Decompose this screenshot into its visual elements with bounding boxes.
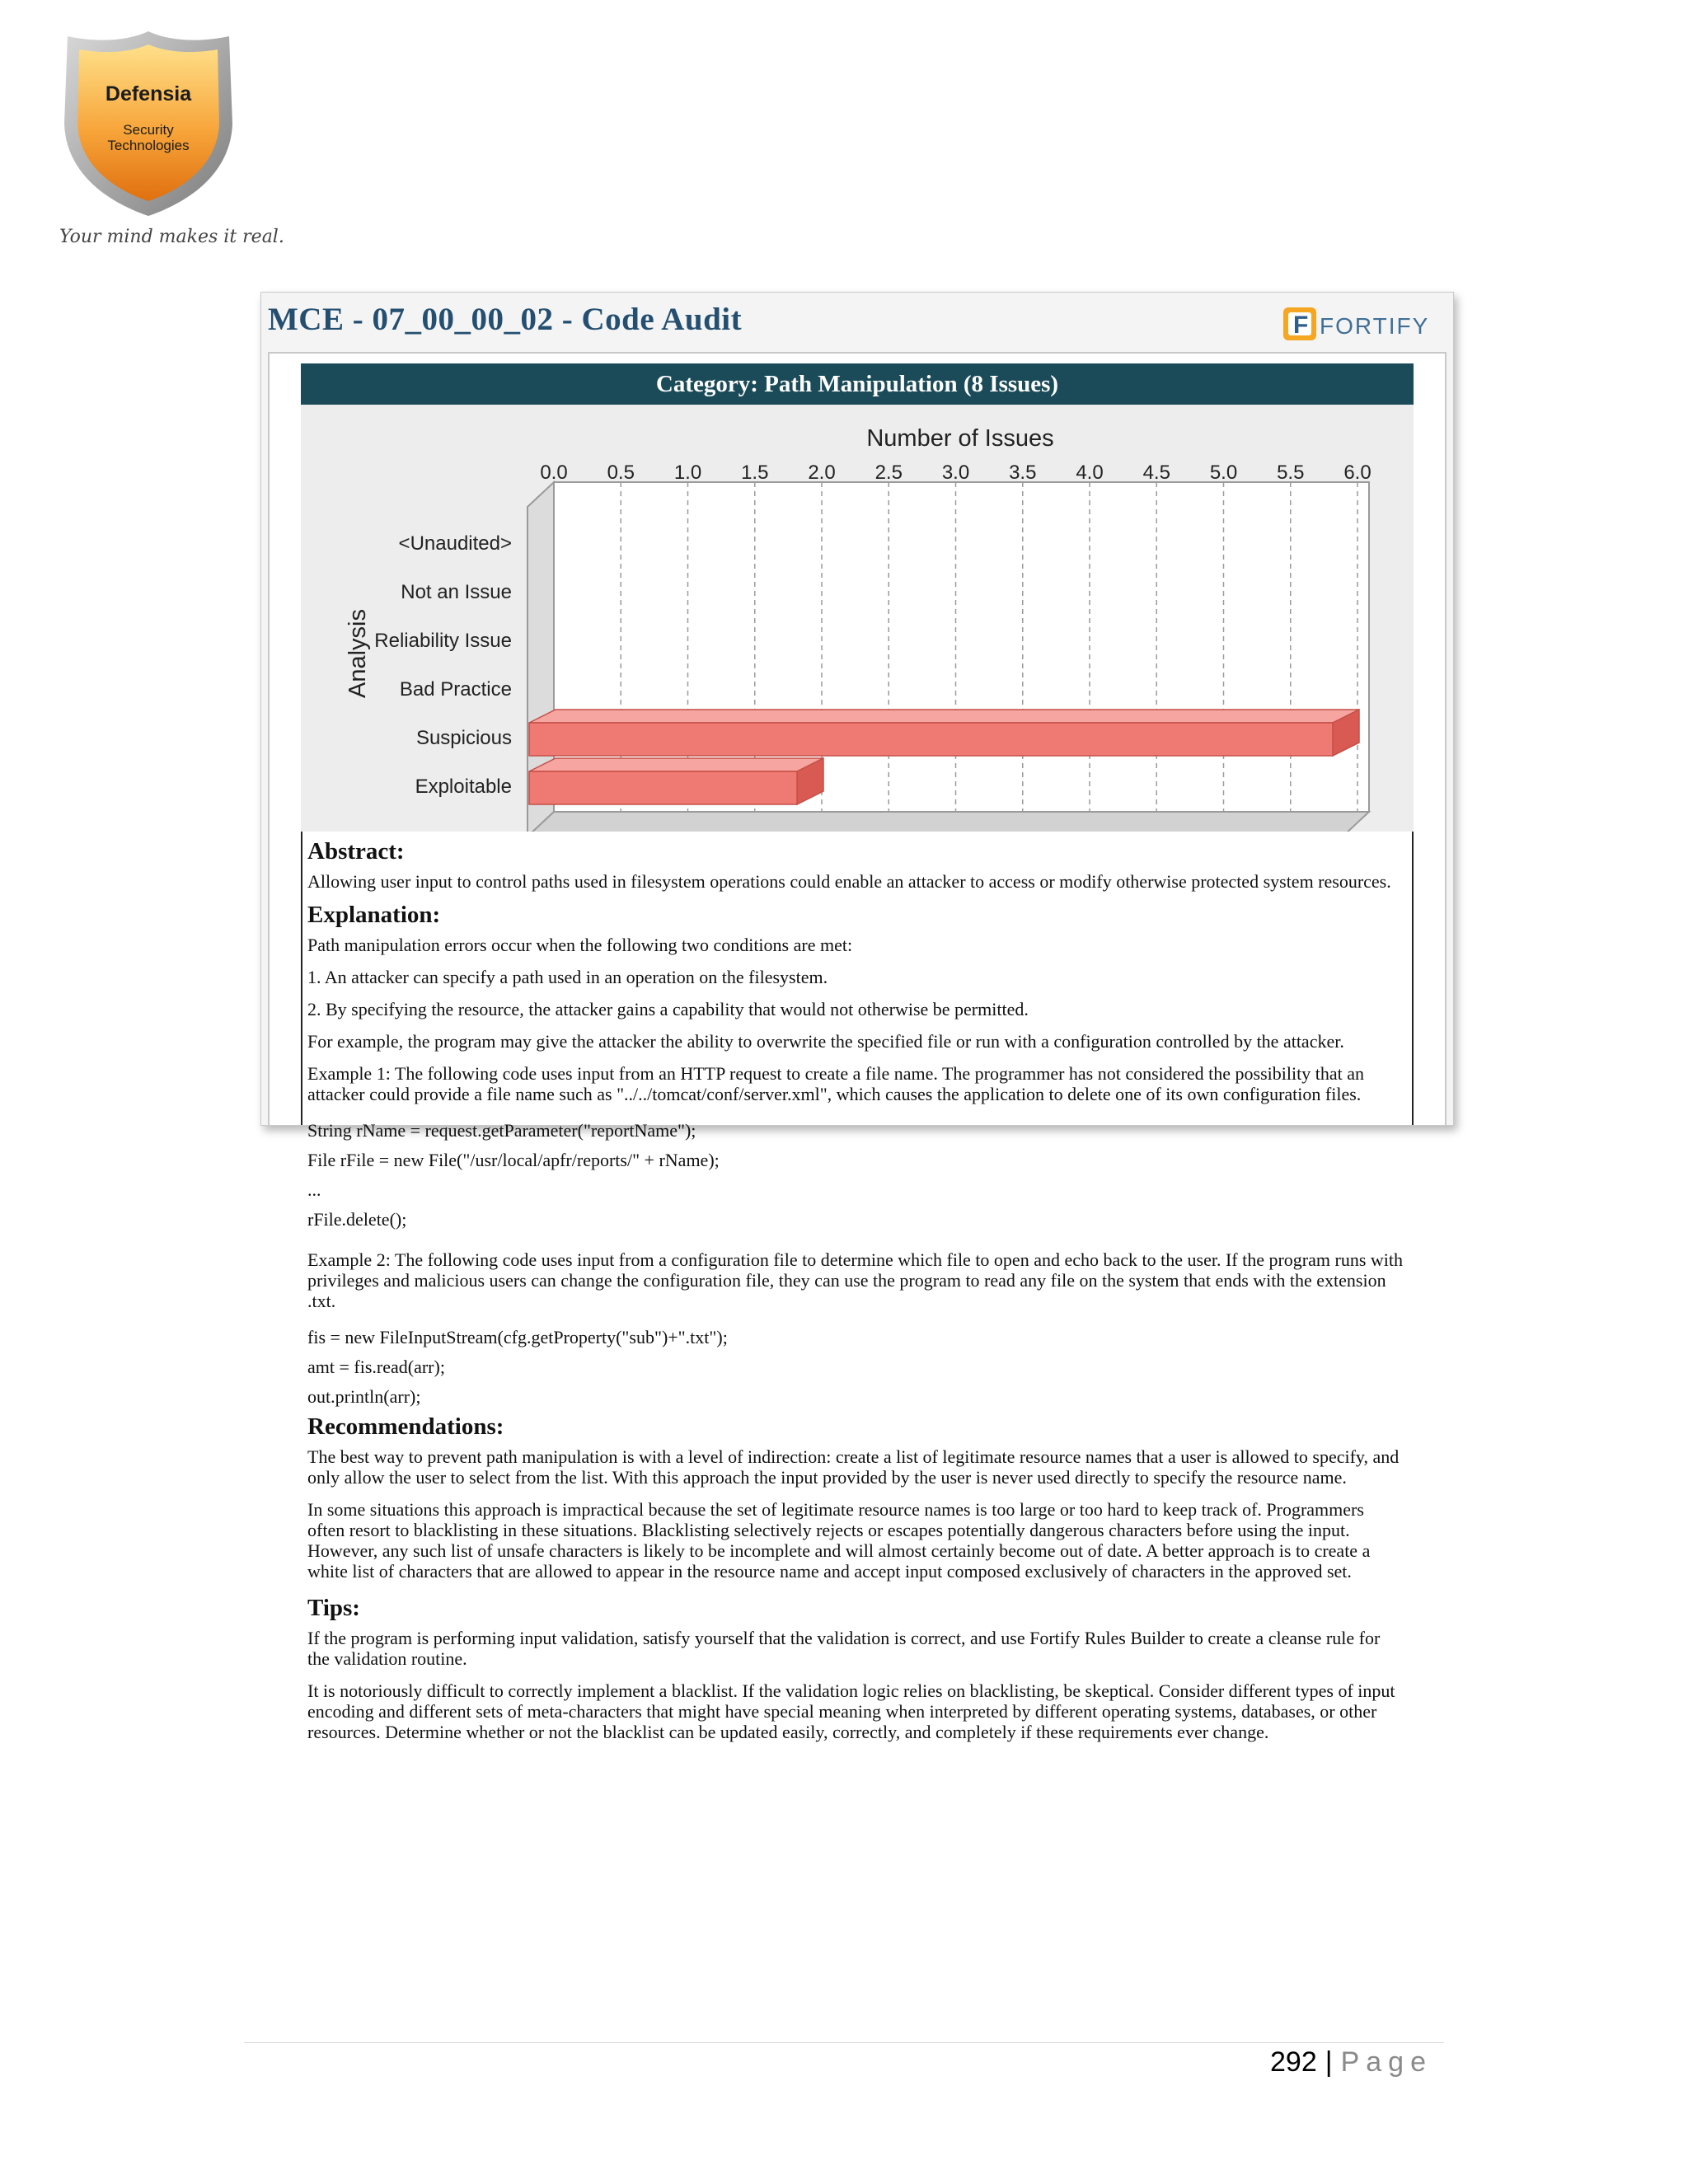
issues-chart-svg <box>301 405 1394 832</box>
x-tick-label: 2.0 <box>808 462 836 484</box>
recommendation-paragraph: The best way to prevent path manipulation is with a level of indirection: create a list of legitimate resource names that a user is allowed to specify, and only allow the user to select from the list. With this approach the input provided by the user is never used directly to specify the resource name. <box>307 1446 1400 1488</box>
category-header: Category: Path Manipulation (8 Issues) <box>301 363 1414 405</box>
example-1-text: Example 1: The following code uses input from an HTTP request to create a file name. The programmer has not considered the possibility that an attacker could provide a file name such as "../../tomcat/conf/server.xml", which causes the application to delete one of its own configuration files. <box>307 1063 1364 1104</box>
x-tick-label: 1.5 <box>741 462 769 484</box>
report-body <box>268 352 1447 1742</box>
category-label: Reliability Issue <box>374 630 512 652</box>
x-tick-label: 6.0 <box>1343 462 1372 484</box>
logo-subtitle <box>49 122 247 153</box>
x-tick-label: 3.0 <box>941 462 970 484</box>
x-tick-label: 0.5 <box>607 462 635 484</box>
page-number-value: 292 <box>1270 2046 1317 2078</box>
fortify-logo-text: FORTIFY <box>1320 313 1430 339</box>
x-tick-label: 4.5 <box>1142 462 1170 484</box>
page-separator: | <box>1325 2046 1333 2078</box>
svg-text:F: F <box>1293 312 1309 339</box>
page-label: Page <box>1340 2046 1432 2078</box>
bar-top <box>529 758 823 771</box>
bar <box>529 723 1333 756</box>
code-line: rFile.delete(); <box>307 1209 407 1230</box>
explanation-paragraph: Path manipulation errors occur when the following two conditions are met: <box>307 935 853 955</box>
company-logo <box>49 25 247 255</box>
y-axis-title: Analysis <box>345 609 371 698</box>
issues-chart <box>301 405 1414 832</box>
code-line: File rFile = new File("/usr/local/apfr/reports/" + rName); <box>307 1150 720 1170</box>
recommendations-heading: Recommendations: <box>307 1413 504 1440</box>
x-tick-label: 4.0 <box>1076 462 1104 484</box>
category-label: Not an Issue <box>401 581 512 603</box>
recommendation-paragraph: In some situations this approach is impractical because the set of legitimate resource names is too large or too hard to keep track of. Programmers often resort to blacklisting in these situations. Blacklisting selectively rejects or escapes potentially dangerous characters before using the input. However, any such list of unsafe characters is likely to be incomplete and will almost certainly become out of date. A better approach is to create a white list of characters that are allowed to appear in the resource name and accept input composed exclusively of characters in the approved set. <box>307 1499 1371 1582</box>
page-number <box>1270 2046 1432 2079</box>
abstract-text: Allowing user input to control paths used in filesystem operations could enable an attacker to access or modify otherwise protected system resources. <box>307 871 1391 892</box>
category-label: Exploitable <box>415 776 512 798</box>
logo-brand-name: Defensia <box>105 82 192 105</box>
x-tick-label: 1.0 <box>673 462 702 484</box>
x-tick-label: 5.5 <box>1277 462 1305 484</box>
report-title: MCE - 07_00_00_02 - Code Audit <box>268 302 743 337</box>
x-tick-label: 0.0 <box>540 462 568 484</box>
issue-details <box>301 832 1414 1742</box>
explanation-heading: Explanation: <box>307 902 441 928</box>
tip-paragraph: If the program is performing input validation, satisfy yourself that the validation is correct, and use Fortify Rules Builder to create a cleanse rule for the validation routine. <box>307 1628 1381 1669</box>
x-tick-label: 3.5 <box>1009 462 1037 484</box>
code-line: out.println(arr); <box>307 1386 421 1407</box>
bar-top <box>529 710 1359 723</box>
code-line: String rName = request.getParameter("reportName"); <box>307 1120 696 1141</box>
category-label: Bad Practice <box>399 678 512 701</box>
code-line: amt = fis.read(arr); <box>307 1357 445 1377</box>
explanation-paragraph: 1. An attacker can specify a path used in an operation on the filesystem. <box>307 967 828 987</box>
fortify-logo <box>1282 302 1438 345</box>
x-tick-label: 2.5 <box>874 462 903 484</box>
code-line: ... <box>307 1179 321 1200</box>
tip-paragraph: It is notoriously difficult to correctly implement a blacklist. If the validation logic relies on blacklisting, be skeptical. Consider different types of input encoding and different sets of meta-characters that might have special meaning when interpreted by different operating systems, databases, or other resources. Determine whether or not the blacklist can be updated easily, correctly, and completely if these requirements ever change. <box>307 1680 1395 1742</box>
report-screenshot <box>260 292 1454 1742</box>
footer-rule <box>244 2042 1444 2043</box>
x-tick-label: 5.0 <box>1209 462 1238 484</box>
chart-title: Number of Issues <box>866 425 1054 452</box>
example-2-text: Example 2: The following code uses input from a configuration file to determine which file to open and echo back to the user. If the program runs with privileges and malicious users can change the configuration file, they can use the program to read any file on the system that ends with the extension .txt. <box>307 1249 1404 1311</box>
explanation-paragraph: 2. By specifying the resource, the attacker gains a capability that would not otherwise be permitted. <box>307 999 1029 1019</box>
plot-floor <box>528 812 1369 832</box>
explanation-paragraph: For example, the program may give the attacker the ability to overwrite the specified file or run with a configuration controlled by the attacker. <box>307 1031 1344 1052</box>
bar <box>529 771 797 804</box>
tips-heading: Tips: <box>307 1595 360 1621</box>
abstract-heading: Abstract: <box>307 838 405 865</box>
logo-subtitle-line1: Security <box>123 122 174 138</box>
category-label: Suspicious <box>415 727 512 749</box>
logo-tagline: Your mind makes it real. <box>59 227 284 247</box>
code-line: fis = new FileInputStream(cfg.getProperty("sub")+".txt"); <box>307 1327 728 1347</box>
logo-subtitle-line2: Technologies <box>107 138 190 153</box>
category-label: <Unaudited> <box>398 532 512 555</box>
